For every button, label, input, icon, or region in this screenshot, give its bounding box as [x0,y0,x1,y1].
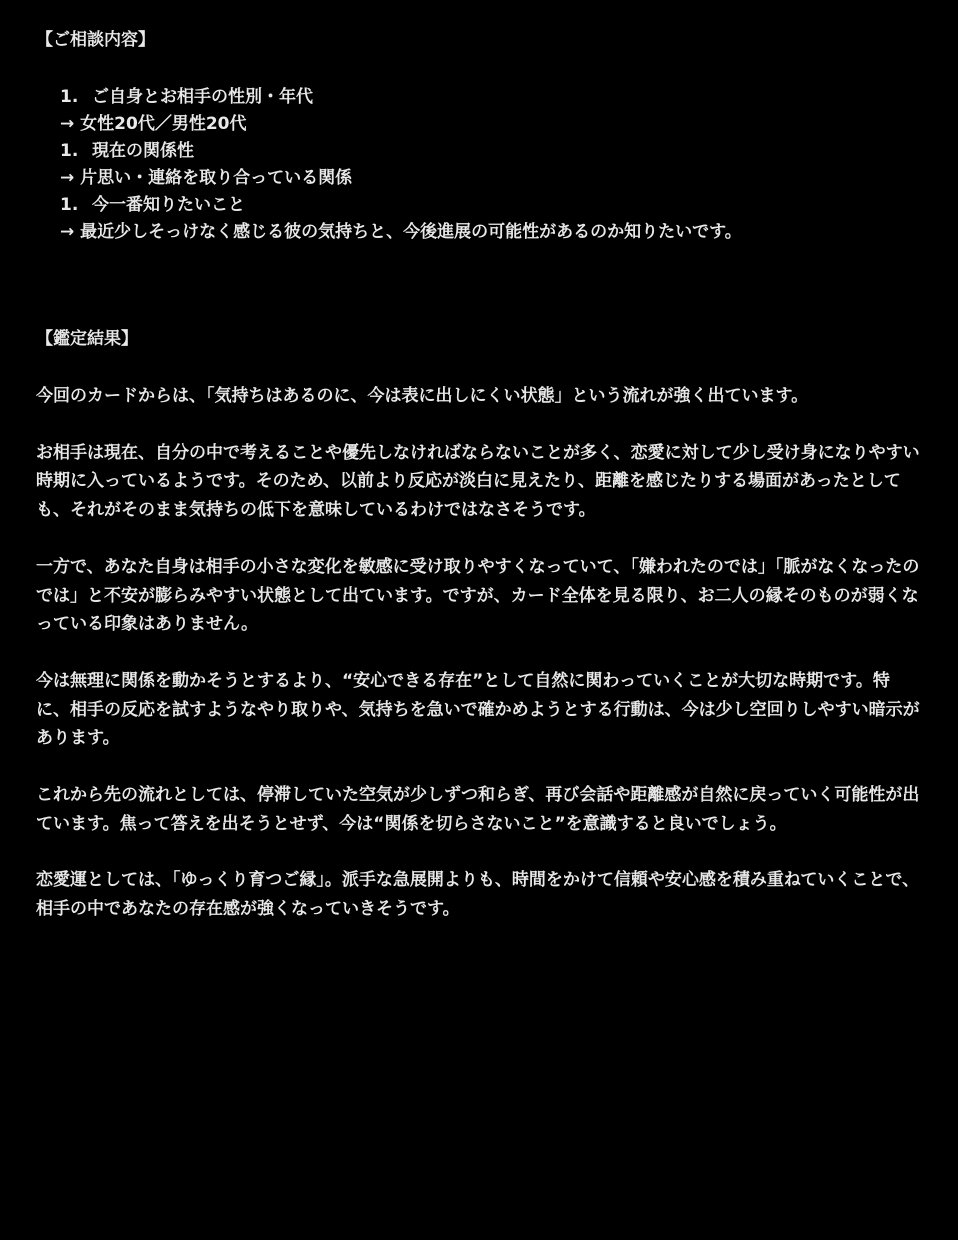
results-paragraph: これから先の流れとしては、停滞していた空気が少しずつ和らぎ、再び会話や距離感が自然に戻っていく可能性が出ています。焦って答えを出そうとせず、今は“関係を切らさないこと”を意識すると良いでしょう。 [36,785,920,834]
question-text: 現在の関係性 [92,141,194,161]
consultation-item [60,84,922,138]
consultation-item [60,192,922,246]
list-number: 1. [60,195,79,215]
list-number: 1. [60,141,79,161]
results-paragraph: 今は無理に関係を動かそうとするより、“安心できる存在”として自然に関わっていくことが大切な時期です。特に、相手の反応を試すようなやり取りや、気持ちを急いで確かめようとする行動は、今は少し空回りしやすい暗示があります。 [36,670,920,749]
consultation-heading: 【ご相談内容】 [36,30,155,50]
results-paragraph: 恋愛運としては、「ゆっくり育つご縁」。派手な急展開よりも、時間をかけて信頼や安心感を積み重ねていくことで、相手の中であなたの存在感が強くなっていきそうです。 [36,870,920,920]
question-text: 今一番知りたいこと [92,195,245,215]
document [36,26,922,924]
question-text: ご自身とお相手の性別・年代 [92,87,313,107]
list-number: 1. [60,87,79,107]
results-paragraph: 一方で、あなた自身は相手の小さな変化を敏感に受け取りやすくなっていて、「嫌われたのでは」「脈がなくなったのでは」と不安が膨らみやすい状態として出ています。ですが、カード全体を見る限り、お二人の縁そのものが弱くなっている印象はありません。 [36,556,920,635]
consultation-answer: → 女性20代／男性20代 [60,114,247,134]
consultation-answer: → 片思い・連絡を取り合っている関係 [60,168,353,188]
results-heading: 【鑑定結果】 [36,329,138,349]
consultation-question [60,192,922,219]
consultation-question [60,138,922,165]
consultation-answer: → 最近少しそっけなく感じる彼の気持ちと、今後進展の可能性があるのか知りたいです。 [60,222,742,242]
consultation-item [60,138,922,192]
results-paragraph: お相手は現在、自分の中で考えることや優先しなければならないことが多く、恋愛に対して少し受け身になりやすい時期に入っているようです。そのため、以前より反応が淡白に見えたり、距離を感じたりする場面があったとしても、それがそのまま気持ちの低下を意味しているわけではなさそうです。 [36,442,920,521]
results-paragraph: 今回のカードからは、「気持ちはあるのに、今は表に出しにくい状態」という流れが強く出ています。 [36,386,809,406]
consultation-question [60,84,922,111]
consultation-list [36,84,922,246]
